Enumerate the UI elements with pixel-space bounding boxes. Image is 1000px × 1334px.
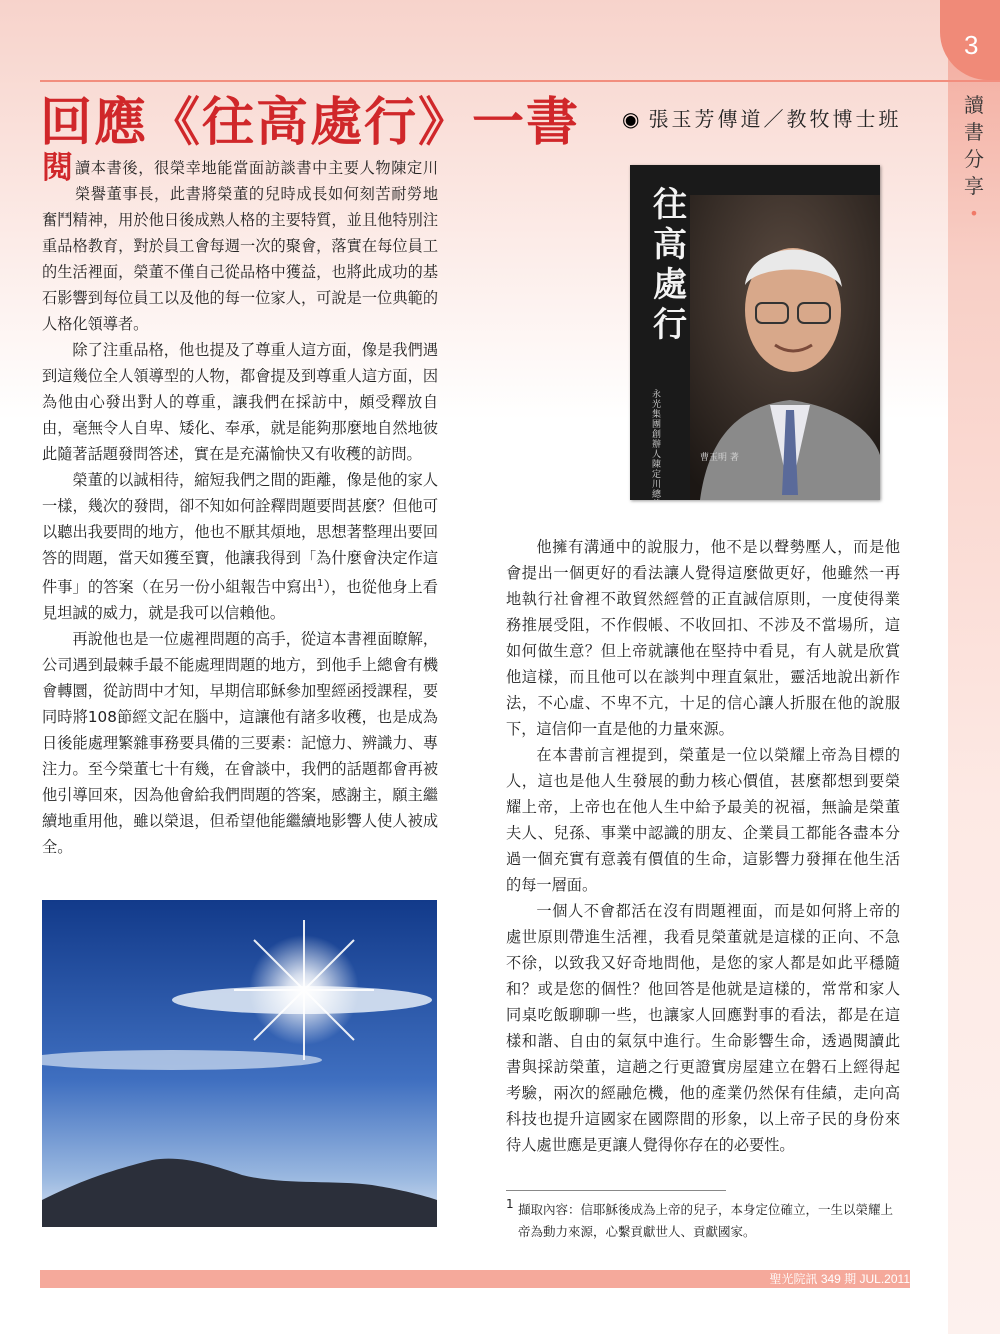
drop-cap: 閱 bbox=[42, 150, 73, 186]
section-label-char: 分 bbox=[964, 147, 984, 171]
paragraph: 他擁有溝通中的說服力，他不是以聲勢壓人，而是他會提出一個更好的看法讓人覺得這麼做更好，他雖然一再地執行社會裡不敢貿然經營的正直誠信原則，一度使得業務推展受阻，不作假帳、不收回扣、不涉及不當場所，這如何做生意？但上帝就讓他在堅持中看見，有人就是欣賞他這樣，而且他可以在談判中理直氣壯，靈活地說出新作法，不心虛、不卑不亢，十足的信心讓人折服在他的說服下，這信仰一直是他的力量來源。 bbox=[506, 538, 900, 738]
section-dot: • bbox=[969, 204, 979, 223]
section-label bbox=[958, 92, 990, 227]
page-number: 3 bbox=[964, 30, 979, 60]
section-label-char: 享 bbox=[964, 174, 984, 198]
footnote-ref: 1 bbox=[317, 578, 324, 589]
article-author bbox=[622, 103, 901, 132]
paragraph: 再說他也是一位處裡問題的高手，從這本書裡面瞭解，公司遇到最棘手最不能處理問題的地方，到他手上總會有機會轉圜，從訪問中才知，早期信耶穌參加聖經函授課程，要同時將108節經文記在腦中，這讓他有諸多收穫，也是成為日後能處理繁雜事務要具備的三要素：記憶力、辨識力、專注力。至今榮董七十有幾，在會談中，我們的話題都會再被他引導回來，因為他會給我們問題的答案，感謝主，願主繼續地重用他，雖以榮退，但希望他能繼續地影響人使人被成全。 bbox=[42, 630, 438, 857]
sky-sun-photo bbox=[42, 900, 437, 1227]
paragraph-text: 榮董的以誠相待，縮短我們之間的距離，像是他的家人一樣，幾次的發問，卻不知如何詮釋問題要問甚麼？但他可以聽出我要問的地方，他也不厭其煩地，思想著整理出要回答的問題，當天如獲至寶，他讓我得到「為什麼會決定作這件事」的答案（在另一份小組報告中寫出 bbox=[42, 471, 438, 597]
paragraph-text: 讀本書後，很榮幸地能當面訪談書中主要人物陳定川榮譽董事長，此書將榮董的兒時成長如何刻苦耐勞地奮鬥精神，用於他日後成熟人格的主要特質，並且他特別注重品格教育，對於員工會每週一次的聚會，落實在每位員工的生活裡面，榮董不僅自己從品格中獲益，也將此成功的基石影響到每位員工以及他的每一位家人，可說是一位典範的人格化領導者。 bbox=[42, 159, 438, 333]
paragraph: 一個人不會都活在沒有問題裡面，而是如何將上帝的處世原則帶進生活裡，我看見榮董就是這樣的正向、不急不徐，以致我又好奇地問他，是您的家人都是如此平穩隨和？或是您的個性？他回答是他就是這樣的，常常和家人同桌吃飯聊聊一些，也讓家人回應對事的看法，都是在這樣和諧、自由的氣氛中進行。生命影響生命，透過閱讀此書與採訪榮董，這趟之行更證實房屋建立在磐石上經得起考驗，兩次的經融危機，他的產業仍然保有佳績，走向高科技也提升這國家在國際間的形象，以上帝子民的身份來待人處世應是更讓人覺得你存在的必要性。 bbox=[506, 902, 900, 1154]
left-column bbox=[42, 150, 438, 860]
footnote-rule bbox=[506, 1190, 726, 1191]
book-author: 曹玉明 著 bbox=[700, 453, 739, 463]
book-cover-image bbox=[630, 165, 880, 500]
paragraph-text: ），也從他身上看見坦誠的威力，就是我可以信賴他。 bbox=[42, 578, 438, 623]
article-title: 回應《往高處行》一書 bbox=[40, 92, 581, 153]
paragraph bbox=[42, 467, 438, 626]
footnote-text: 擷取內容：信耶穌後成為上帝的兒子，本身定位確立，一生以榮耀上帝為動力來源，心繫貢獻世人、貢獻國家。 bbox=[518, 1202, 894, 1239]
right-column bbox=[506, 534, 900, 1158]
paragraph: 除了注重品格，他也提及了尊重人這方面，像是我們遇到這幾位全人領導型的人物，都會提及到尊重人這方面，因為他由心發出對人的尊重，讓我們在採訪中，頗受釋放自由，毫無令人自卑、矮化、奉承，就是能夠那麼地自然地彼此隨著話題發問答述，實在是充滿愉快又有收穫的訪問。 bbox=[42, 341, 438, 463]
footnote bbox=[506, 1199, 900, 1243]
section-label-char: 讀 bbox=[964, 93, 984, 117]
author-bullet-icon: ◉ bbox=[622, 107, 643, 131]
book-title: 往高處行 bbox=[653, 185, 687, 345]
footnote-number: 1 bbox=[506, 1197, 514, 1211]
footer-issue: 聖光院訊 349 期 JUL.2011 bbox=[769, 1272, 910, 1286]
paragraph bbox=[42, 150, 438, 337]
book-subtitle: 永光集團創辦人陳定川總 bbox=[652, 390, 662, 500]
author-name: 張玉芳傳道／教牧博士班 bbox=[648, 107, 902, 131]
section-label-char: 書 bbox=[964, 120, 984, 144]
paragraph: 在本書前言裡提到，榮董是一位以榮耀上帝為目標的人，這也是他人生發展的動力核心價值，甚麼都想到要榮耀上帝，上帝也在他人生中給予最美的祝福，無論是榮董夫人、兒孫、事業中認識的朋友、企業員工都能各盡本分過一個充實有意義有價值的生命，這影響力發揮在他生活的每一層面。 bbox=[506, 746, 900, 894]
